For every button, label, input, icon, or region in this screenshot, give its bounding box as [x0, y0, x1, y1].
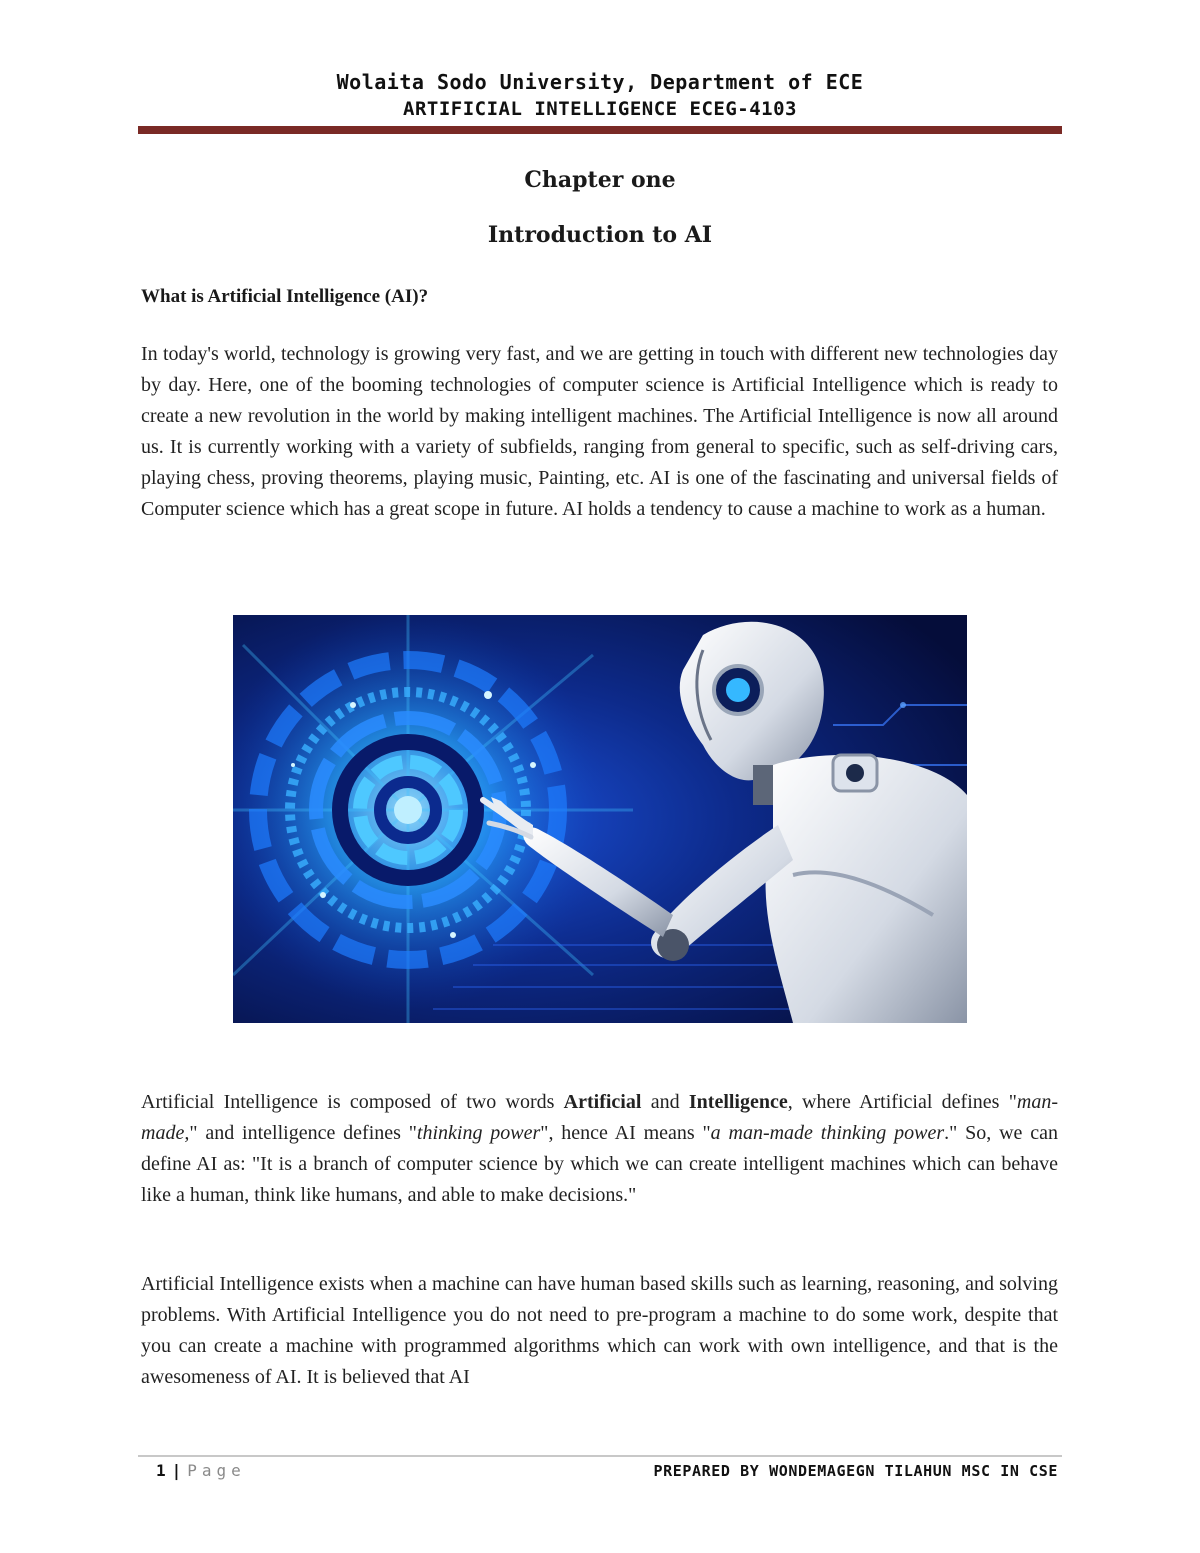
term-intelligence: Intelligence — [688, 1091, 788, 1113]
footer-divider — [138, 1455, 1062, 1457]
chapter-subtitle: Introduction to AI — [487, 222, 713, 248]
header-divider — [138, 126, 1062, 134]
def-text-2: and — [641, 1091, 689, 1113]
paragraph-skills: Artificial Intelligence exists when a machine can have human based skills such as learning, reasoning, and solving problems. With Artificial Intelligence you do not need to pre-program a machine to do some work, despite that you can create a machine with programmed algorithms which can work with own intelligence, and that is the awesomeness of AI. It is believed that AI — [141, 1273, 1058, 1388]
term-artificial: Artificial — [563, 1091, 642, 1113]
paragraph-definition — [141, 1087, 1058, 1211]
header-university: Wolaita Sodo University, Department of ECE — [336, 70, 864, 94]
page-number: 1 — [156, 1461, 166, 1480]
page-separator: | — [171, 1461, 182, 1480]
def-text-4: " and intelligence defines " — [189, 1122, 417, 1144]
page-word: Page — [187, 1461, 246, 1480]
paragraph-intro: In today's world, technology is growing very fast, and we are getting in touch with different new technologies day by day. Here, one of the booming technologies of computer science is Artificial Intelligence which is ready to create a new revolution in the world by making intelligent machines. The Artificial Intelligence is now all around us. It is currently working with a variety of subfields, ranging from general to specific, such as self-driving cars, playing chess, proving theorems, playing music, Painting, etc. AI is one of the fascinating and universal fields of Computer science which has a great scope in future. AI holds a tendency to cause a machine to work as a human. — [141, 343, 1058, 520]
page-indicator — [156, 1460, 246, 1482]
page-footer — [138, 1460, 1062, 1482]
term-ai-meaning: a man-made thinking power — [710, 1122, 945, 1144]
header-course: ARTIFICIAL INTELLIGENCE ECEG-4103 — [403, 98, 797, 120]
footer-author: PREPARED BY WONDEMAGEGN TILAHUN MSC IN CSE — [653, 1462, 1058, 1480]
ai-robot-illustration — [233, 615, 967, 1023]
chapter-title: Chapter one — [524, 167, 676, 193]
term-man-made: man-made, — [141, 1091, 1058, 1144]
document-header — [138, 68, 1062, 122]
def-text-1: Artificial Intelligence is composed of two words — [141, 1091, 564, 1113]
section-heading: What is Artificial Intelligence (AI)? — [141, 286, 429, 307]
term-thinking-power: thinking power — [416, 1122, 541, 1144]
def-text-6: ." So, we can define AI as: "It is a branch of computer science by which we can create intelligent machines which can behave like a human, think like humans, and able to make decisions." — [141, 1122, 1058, 1206]
def-text-5: ", hence AI means " — [540, 1122, 711, 1144]
def-text-3: , where Artificial defines " — [787, 1091, 1017, 1113]
